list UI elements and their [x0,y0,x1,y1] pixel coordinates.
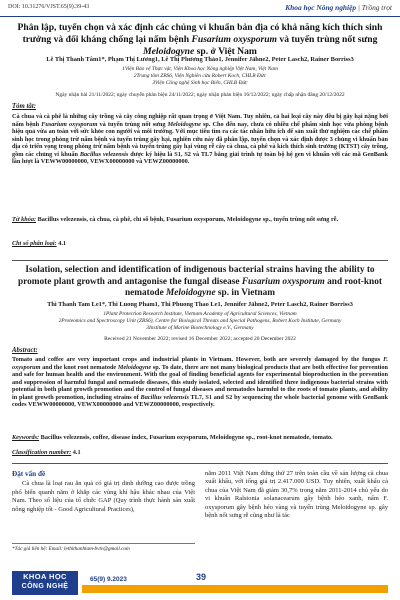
authors-english: Thi Thanh Tam Le1*, Thi Luong Pham1, Thi Phuong Thao Le1, Jennifer Jähne2, Peter Lasch2, Rainer Borriss3 [47,301,353,308]
affiliation-1-en: 1Plant Protection Research Institute, Vietnam Academy of Agricultural Sciences, Vietnam [103,311,297,317]
affiliation-3-vi: 3Viện Công nghệ Sinh học Biển, CHLB Đức [152,80,248,86]
journal-section-label: Khoa học Nông nghiệp | Trồng trọt [285,3,392,12]
body-column-left [12,470,195,514]
page-number: 39 [196,572,207,582]
abstract-vietnamese: Cà chua và cà phê là những cây trồng và cây công nghiệp rất quan trọng ở Việt Nam. Tuy nhiên, cả hai loại cây này đều bị gây hại nặng bởi nấm bệnh Fusarium oxysporum và tuyến trùng nốt sưng Meloidogyne sp. Cho đến nay, chưa có nhiều chế phẩm sinh học vừa phòng bệnh hiệu quả vừa an toàn với sức khỏe con người và môi trường. Với mục tiêu tìm ra các tác nhân hữu ích để sản xuất thử nghiệm các chế phẩm sinh học trong phòng trừ nấm bệnh và tuyến trùng gây hại, nghiên cứu này đã phân lập, tuyển chọn và xác định được 3 chủng vi khuẩn bản địa có triển vọng trong phòng trừ nấm bệnh và tuyến trùng gây hại vùng rễ cây cà chua, cà phê và kích thích sinh trưởng (KTST) cây trồng, gồm các chủng vi khuẩn Bacillus velezensis được ký hiệu là S1, S2 và TL7 bằng giải trình tự toàn bộ hệ gen vi khuẩn với các mã GenBank lần lượt là VEWW00000000, VEWX00000000 và VEWZ00000000. [12,113,388,165]
classification-english: Classification number: 4.1 [12,449,81,456]
journal-header-bar [0,0,400,17]
introduction-text-right: năm 2011 Việt Nam đứng thứ 27 trên toàn cầu về sản lượng cà chua xuất khẩu, với tổng giá trị 2.417.000 USD. Tuy nhiên, xuất khẩu cà chua của Việt Nam đã giảm 30,7% trong năm 2011-2014 chủ yếu do vi khuẩn Ralstonia solanacearum gây bệnh héo xanh, nấm F. oxysporum gây bệnh héo vàng và tuyến trùng Meloidogyne sp. gây bệnh nốt sưng rễ cũng như là tác [205,470,388,520]
section-divider [12,260,388,261]
introduction-heading: Đặt vấn đề [12,470,46,478]
title-english: Isolation, selection and identification of indigenous bacterial strains having the ability to promote plant growth and antagonise the fungal disease Fusarium oxysporum and root-knot nematode Meloidogyne sp. in Vietnam [18,265,382,298]
keywords-vietnamese: Từ khóa: Bacillus velezensis, cà chua, cà phê, chỉ số bệnh, Fusarium oxysporum, Meloidogyne sp., tuyến trùng nốt sưng rễ. [12,216,339,223]
corresponding-author-note: *Tác giả liên hệ: Email: lethithanhtam-bvtv@gmail.com [12,543,195,552]
issue-label: 65(9) 9.2023 [90,576,127,583]
keywords-english: Keywords: Bacillus velezensis, coffee, disease index, Fusarium oxysporum, Meloidogyne sp., root-knot nematode, tomato. [12,434,333,441]
journal-logo: KHOA HỌC CÔNG NGHỆ [12,571,78,595]
body-column-right [205,470,388,520]
affiliation-2-en: 2Proteomics and Spectroscopy Unit (ZBS6), Centre for Biological Threats and Special Pathogens, Robert Koch Institute, Germany [58,318,342,324]
affiliation-2-vi: 2Trung tâm ZBS6, Viện Nghiên cứu Robert Koch, CHLB Đức [133,73,267,79]
title-vietnamese: Phân lập, tuyển chọn và xác định các chủng vi khuẩn bản địa có khả năng kích thích sinh trưởng và đối kháng chống lại nấm bệnh Fusarium oxysporum và tuyến trùng nốt sưng Meloidogyne sp. ở Việt Nam [17,22,383,57]
body-divider [12,463,388,464]
introduction-text-left: Cà chua là loại rau ăn quả có giá trị dinh dưỡng cao được trồng phổ biến quanh năm ở khắp các vùng khí hậu khác nhau của Việt Nam. Theo số liệu của tổ chức GAP (Quy trình thực hành sản xuất nông nghiệp tốt - Good Agricultural Practices), [12,480,195,513]
section-name: Trồng trọt [361,3,392,12]
journal-name: Khoa học Nông nghiệp [285,3,357,12]
affiliation-3-en: 3Institute of Marine Biotechnology e.V., Germany [146,325,254,331]
affiliation-1-vi: 1Viện Bảo vệ Thực vật, Viện Khoa học Nông nghiệp Việt Nam, Việt Nam [122,66,278,72]
dates-vietnamese: Ngày nhận bài 21/11/2022; ngày chuyển phản biện 24/11/2022; ngày nhận phản biện 16/12/2022; ngày chấp nhận đăng 20/12/2022 [55,92,345,98]
doi-label[interactable]: DOI: 10.31276/VJST.65(9).39-43 [8,4,90,10]
footer-accent-bar [82,585,388,593]
abstract-heading-en: Abstract: [12,347,38,354]
classification-vietnamese: Chỉ số phân loại: 4.1 [12,240,67,247]
abstract-english: Tomato and coffee are very important crops and industrial plants in Vietnam. However, both are severely damaged by the fungus F. oxysporum and the knot root nematode Meloidogyne sp. To date, there are not many biological products that are both effective for prevention and safe for human health and the environment. With the goal of finding beneficial agents for experimental bioproduction in the prevention and suppression of harmful fungal and nematode diseases, this study isolated, selected and identified three indigenous bacterial strains with potential in both plant growth promotion and the control of fungal diseases and nematodes harmful to the roots of tomato plants, and ability in plant growth promotion, including strains of Bacillus velezensis TL7, S1 and S2 by sequencing the whole bacterial genome with GenBank codes VEWW00000000, VEWX00000000 and VEWZ00000000, respectively. [12,356,388,408]
dates-english: Received 21 November 2022; revised 16 December 2022; accepted 20 December 2022 [104,336,296,342]
authors-vietnamese: Lê Thị Thanh Tâm1*, Phạm Thị Lương1, Lê Thị Phương Thảo1, Jennifer Jähne2, Peter Lasch2, Rainer Borriss3 [46,56,354,63]
abstract-heading-vi: Tóm tắt: [12,103,36,110]
page-footer [0,568,400,600]
